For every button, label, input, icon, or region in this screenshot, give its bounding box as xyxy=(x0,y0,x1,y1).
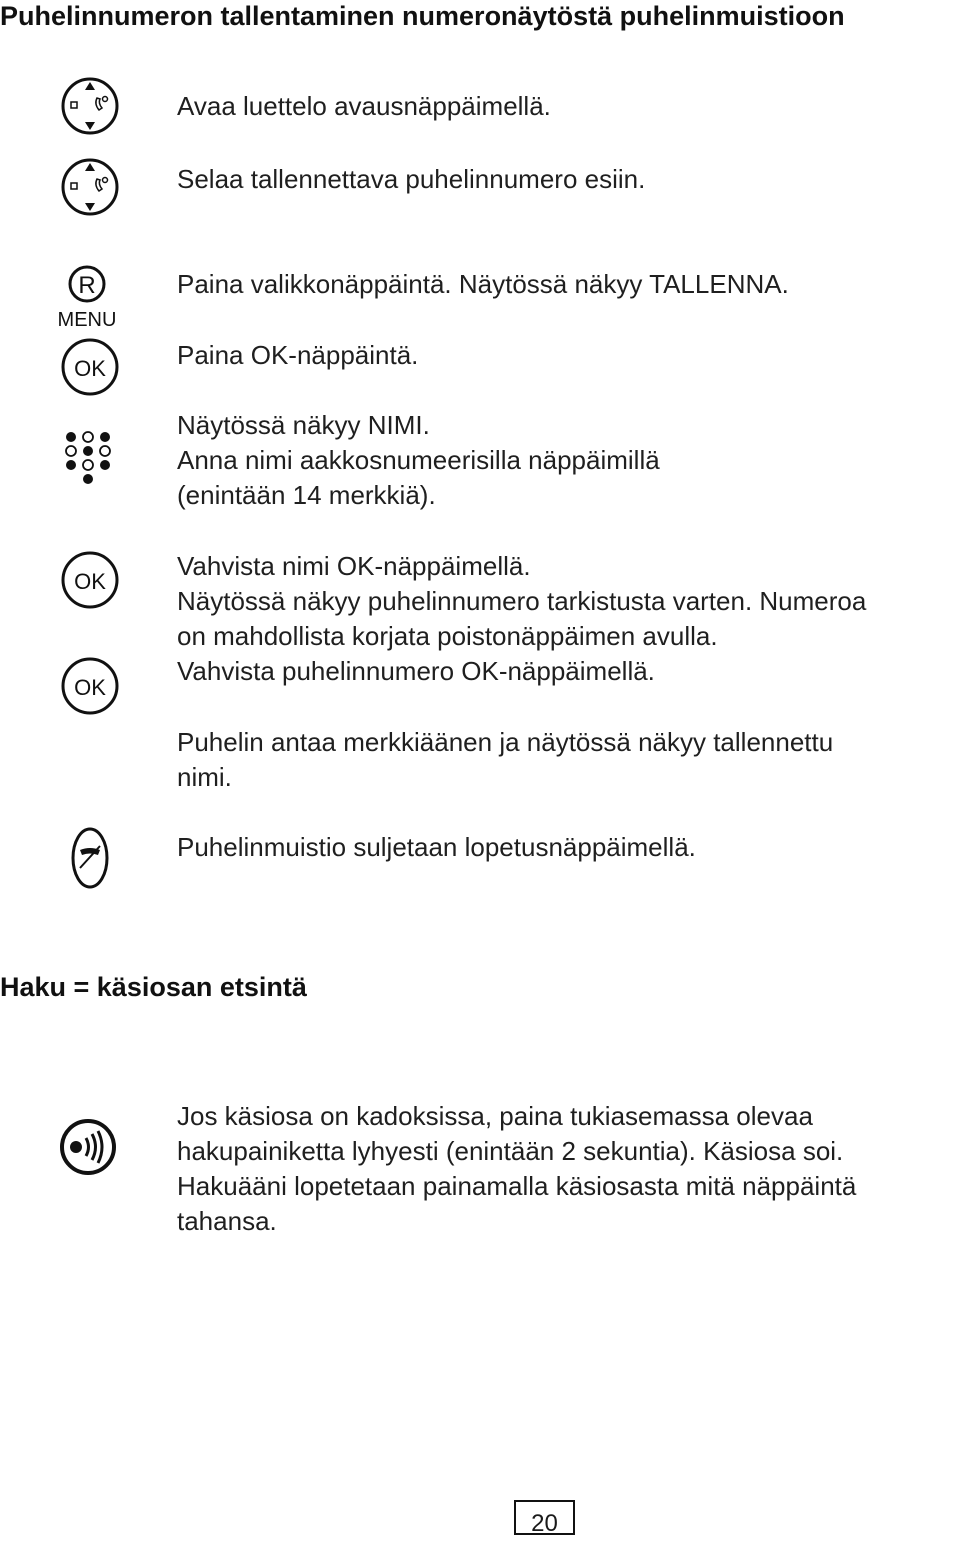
instruction-line: Avaa luettelo avausnäppäimellä. xyxy=(177,91,551,121)
instruction-line: Paina OK-näppäintä. xyxy=(177,340,419,370)
instruction-line: Näytössä näkyy NIMI. xyxy=(177,410,430,440)
instruction-line: nimi. xyxy=(177,762,232,792)
menu-key-icon xyxy=(54,264,120,330)
instruction-line: Puhelinmuistio suljetaan lopetusnäppäimellä. xyxy=(177,832,696,862)
instruction-line: tahansa. xyxy=(177,1206,277,1236)
instruction-line: Anna nimi aakkosnumeerisilla näppäimillä xyxy=(177,445,660,475)
instruction-line: Jos käsiosa on kadoksissa, paina tukiasemassa olevaa xyxy=(177,1101,813,1131)
svg-text:OK: OK xyxy=(74,356,106,381)
page-number: 20 xyxy=(514,1500,575,1535)
ok-key-icon xyxy=(60,337,120,397)
navigation-key-icon xyxy=(60,76,120,136)
navigation-key-icon xyxy=(60,157,120,217)
instruction-line: Hakuääni lopetetaan painamalla käsiosasta mitä näppäintä xyxy=(177,1171,857,1201)
instruction-line: (enintään 14 merkkiä). xyxy=(177,480,436,510)
section-heading-save-number: Puhelinnumeron tallentaminen numeronäytöstä puhelinmuistioon xyxy=(0,1,845,31)
keypad-icon xyxy=(62,427,114,489)
menu-key-letter: R xyxy=(78,272,96,299)
svg-text:OK: OK xyxy=(74,675,106,700)
ok-key-icon xyxy=(60,550,120,610)
end-call-key-icon xyxy=(68,826,112,890)
instruction-line: Selaa tallennettava puhelinnumero esiin. xyxy=(177,164,646,194)
section-heading-handset-search: Haku = käsiosan etsintä xyxy=(0,972,307,1002)
paging-key-icon xyxy=(58,1117,118,1177)
instruction-line: Paina valikkonäppäintä. Näytössä näkyy TALLENNA. xyxy=(177,269,789,299)
instruction-line: on mahdollista korjata poistonäppäimen avulla. xyxy=(177,621,718,651)
ok-key-icon xyxy=(60,656,120,716)
instruction-line: hakupainiketta lyhyesti (enintään 2 sekuntia). Käsiosa soi. xyxy=(177,1136,844,1166)
instruction-line: Näytössä näkyy puhelinnumero tarkistusta varten. Numeroa xyxy=(177,586,867,616)
menu-key-label: MENU xyxy=(57,309,117,330)
instruction-line: Vahvista puhelinnumero OK-näppäimellä. xyxy=(177,656,655,686)
instruction-line: Puhelin antaa merkkiäänen ja näytössä näkyy tallennettu xyxy=(177,727,834,757)
instruction-line: Vahvista nimi OK-näppäimellä. xyxy=(177,551,531,581)
svg-text:OK: OK xyxy=(74,569,106,594)
